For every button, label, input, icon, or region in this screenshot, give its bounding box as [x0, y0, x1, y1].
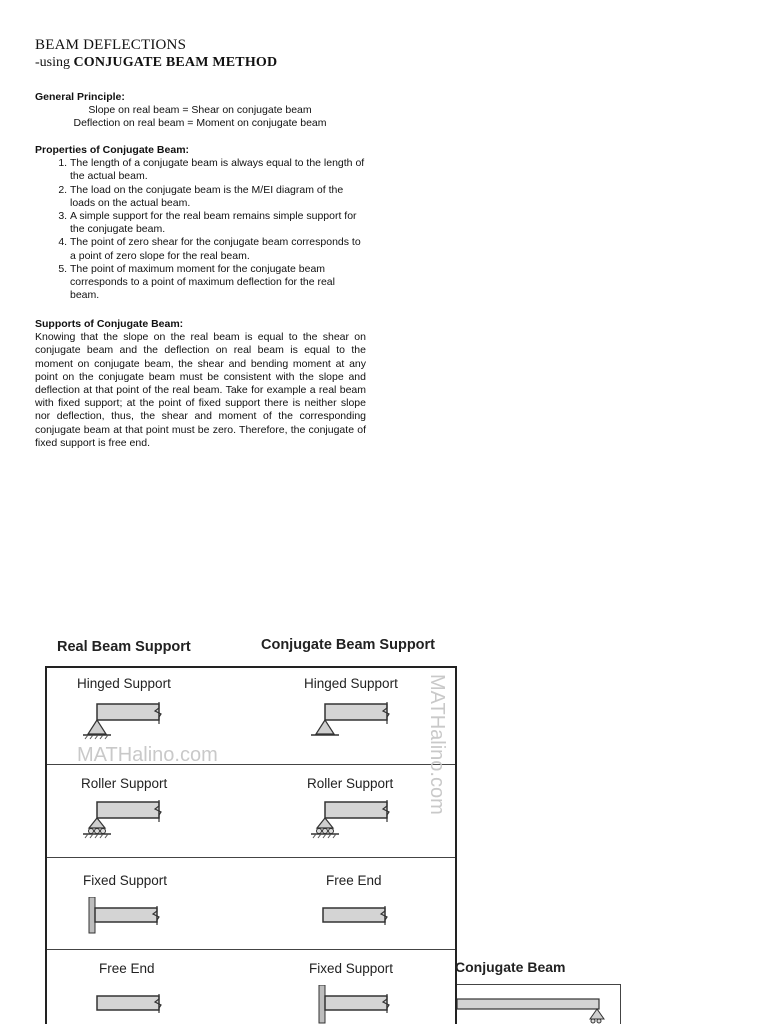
supports-paragraph: Knowing that the slope on the real beam is equal to the shear on conjugate beam and the deflection on real beam is equal to the moment on conjugate beam, the shear and bending moment at any point on the conjugate beam must be consistent with the slope and deflection at that point of the real beam. Take for example a real beam with fixed support; at the point of fixed support there is neither slope nor deflection, thus, the shear and moment of the corresponding conjugate beam at that point must be zero. Therefore, the conjugate of fixed support is free end.: [35, 331, 366, 449]
conjugate-beam-box: [457, 984, 621, 1024]
conjugate-beam-diagram: [457, 995, 617, 1025]
roller-support-diagram: [303, 800, 393, 844]
supports-heading: Supports of Conjugate Beam:: [35, 318, 184, 330]
watermark: MATHalino.com: [77, 744, 218, 766]
property-item: 5. The point of maximum moment for the conjugate beam corresponds to a point of maximum deflection for the real beam.: [70, 263, 365, 303]
real-support-label: Fixed Support: [83, 873, 168, 888]
properties-heading: Properties of Conjugate Beam:: [35, 144, 190, 156]
roller-support-diagram: [75, 800, 165, 844]
supports-section: [35, 318, 366, 450]
hinge-support-diagram: [303, 698, 393, 746]
table-row: [47, 949, 455, 1029]
properties-section: [35, 144, 365, 302]
fixed-support-diagram: [315, 985, 395, 1025]
hinge-support-diagram: [75, 698, 165, 746]
real-support-label: Roller Support: [81, 776, 168, 791]
principle-line-2: Deflection on real beam = Moment on conjugate beam: [73, 117, 327, 130]
free-end-diagram: [93, 989, 173, 1025]
property-item: 3. A simple support for the real beam remains simple support for the conjugate beam.: [70, 210, 365, 236]
conjugate-support-label: Roller Support: [307, 776, 394, 791]
property-item: 1. The length of a conjugate beam is always equal to the length of the actual beam.: [70, 157, 365, 183]
real-support-label: Free End: [99, 961, 155, 976]
conjugate-support-label: Hinged Support: [304, 676, 398, 691]
property-item: 4. The point of zero shear for the conjugate beam corresponds to a point of zero slope for the real beam.: [70, 236, 365, 262]
support-table: [45, 666, 457, 1024]
free-end-diagram: [317, 897, 397, 937]
principle-line-1: Slope on real beam = Shear on conjugate beam: [88, 104, 312, 117]
conjugate-beam-label: Conjugate Beam: [455, 959, 566, 975]
property-item: 2. The load on the conjugate beam is the M/EI diagram of the loads on the actual beam.: [70, 184, 365, 210]
general-principle-heading: General Principle:: [35, 91, 125, 103]
subtitle-main: CONJUGATE BEAM METHOD: [73, 55, 278, 70]
document-subtitle: [35, 55, 277, 71]
fixed-support-diagram: [85, 897, 165, 937]
conjugate-support-label: Fixed Support: [309, 961, 394, 976]
document-title: BEAM DEFLECTIONS: [35, 37, 187, 53]
subtitle-prefix: -using: [35, 55, 74, 70]
conjugate-support-label: Free End: [326, 873, 382, 888]
watermark-vertical: MATHalino.com: [426, 674, 448, 815]
conjugate-beam-support-header: Conjugate Beam Support: [261, 637, 436, 653]
properties-list: [35, 157, 365, 302]
real-support-label: Hinged Support: [77, 676, 171, 691]
general-principle-section: [35, 91, 365, 131]
real-beam-support-header: Real Beam Support: [57, 639, 191, 655]
table-row: [47, 764, 455, 858]
table-row: [47, 857, 455, 950]
